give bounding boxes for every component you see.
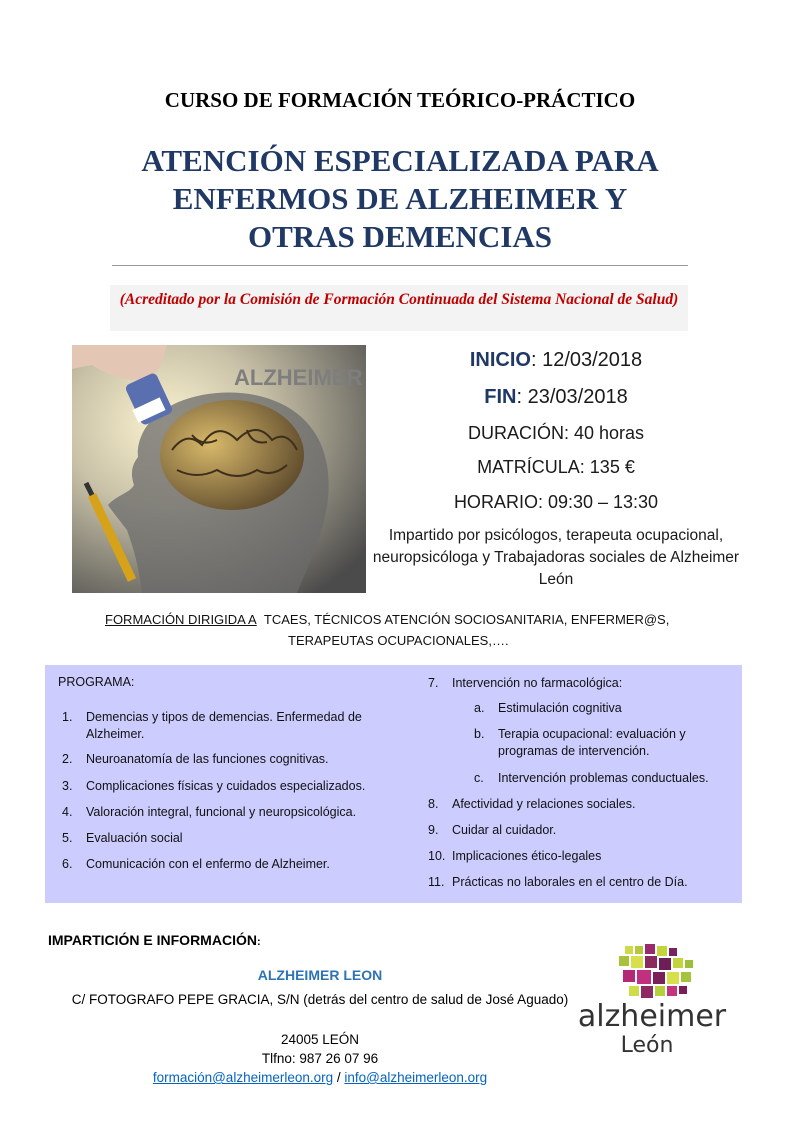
alzheimer-brain-illustration — [72, 345, 366, 593]
email-link-info[interactable]: info@alzheimerleon.org — [344, 1070, 488, 1085]
list-item — [62, 709, 397, 743]
list-item — [428, 848, 728, 865]
target-audience-line-1: TCAES, TÉCNICOS ATENCIÓN SOCIOSANITARIA, ENFERMER@S, — [263, 612, 670, 627]
email-separator: / — [333, 1070, 345, 1085]
list-item-letter: c. — [474, 771, 484, 785]
logo-wordmark: alzheimer — [577, 999, 727, 1034]
course-title-line-2: ENFERMOS DE ALZHEIMER Y — [172, 181, 628, 216]
logo-city: León — [620, 1033, 674, 1058]
list-item-number: 10. — [428, 849, 446, 863]
sub-list-item — [474, 726, 724, 760]
program-heading: PROGRAMA: — [58, 675, 135, 689]
list-item — [428, 796, 728, 813]
list-item-text: Implicaciones ético-legales — [452, 849, 602, 863]
list-item-text: Estimulación cognitiva — [498, 701, 622, 715]
title-divider — [112, 265, 688, 266]
target-audience — [105, 609, 725, 651]
target-audience-label: FORMACIÓN DIRIGIDA A — [105, 612, 257, 627]
list-item-text: Comunicación con el enfermo de Alzheimer. — [86, 857, 330, 871]
email-link-formacion[interactable]: formación@alzheimerleon.org — [152, 1070, 334, 1085]
contact-heading-text: IMPARTICIÓN E INFORMACIÓN — [48, 932, 257, 948]
course-title-line-3: OTRAS DEMENCIAS — [247, 219, 553, 254]
accreditation-text: (Acreditado por la Comisión de Formación Continuada del Sistema Nacional de Salud) — [119, 291, 679, 308]
list-item-number: 2. — [62, 752, 73, 766]
sub-list-item — [474, 770, 739, 787]
list-item — [428, 822, 728, 839]
list-item — [428, 675, 728, 692]
list-item — [62, 856, 407, 873]
duration: DURACIÓN: 40 horas — [467, 423, 645, 443]
organization-name: ALZHEIMER LEON — [257, 967, 383, 983]
list-item-text: Prácticas no laborales en el centro de Día. — [452, 875, 688, 889]
contact-heading-colon: : — [256, 936, 261, 948]
list-item — [62, 778, 407, 795]
schedule: HORARIO: 09:30 – 13:30 — [453, 492, 659, 512]
phone: Tlfno: 987 26 07 96 — [261, 1051, 379, 1066]
list-item-letter: a. — [474, 701, 485, 715]
list-item-number: 8. — [428, 797, 439, 811]
course-title-line-1: ATENCIÓN ESPECIALIZADA PARA — [141, 143, 659, 178]
list-item-text: Demencias y tipos de demencias. Enfermedad de Alzheimer. — [86, 710, 362, 741]
logo-mosaic-icon — [619, 944, 693, 998]
registration-fee: MATRÍCULA: 135 € — [477, 457, 635, 477]
list-item-number: 5. — [62, 831, 73, 845]
list-item — [428, 874, 728, 891]
list-item-number: 6. — [62, 857, 73, 871]
postal-city: 24005 LEÓN — [280, 1032, 360, 1047]
end-date-value: : 23/03/2018 — [516, 386, 628, 408]
list-item-number: 9. — [428, 823, 439, 837]
start-date-label: INICIO — [469, 349, 531, 371]
end-date-label: FIN — [484, 386, 517, 408]
sub-list-item — [474, 700, 734, 717]
list-item-number: 11. — [428, 875, 445, 889]
list-item-number: 1. — [62, 710, 73, 724]
course-type-heading: CURSO DE FORMACIÓN TEÓRICO-PRÁCTICO — [164, 88, 636, 112]
list-item-text: Intervención problemas conductuales. — [498, 771, 709, 785]
instructors-text: Impartido por psicólogos, terapeuta ocupacional, neuropsicóloga y Trabajadoras sociales de Alzheimer León — [372, 527, 740, 588]
list-item-text: Neuroanatomía de las funciones cognitivas. — [86, 752, 329, 766]
list-item-number: 7. — [428, 676, 439, 690]
list-item-number: 4. — [62, 805, 73, 819]
end-date — [370, 386, 742, 409]
list-item-text: Valoración integral, funcional y neuropsicológica. — [86, 805, 357, 819]
list-item-text: Evaluación social — [86, 831, 183, 845]
list-item-text: Terapia ocupacional: evaluación y programas de intervención. — [498, 727, 686, 758]
start-date-value: : 12/03/2018 — [530, 349, 643, 371]
list-item-number: 3. — [62, 779, 73, 793]
image-label: ALZHEIMER — [234, 365, 363, 390]
start-date — [370, 349, 742, 372]
address: C/ FOTOGRAFO PEPE GRACIA, S/N (detrás del centro de salud de José Aguado) — [71, 992, 569, 1007]
list-item — [62, 830, 407, 847]
list-item — [62, 751, 407, 768]
emails — [60, 1068, 580, 1088]
alzheimer-leon-logo — [567, 940, 737, 1060]
contact-heading — [48, 932, 261, 948]
list-item-text: Cuidar al cuidador. — [452, 823, 557, 837]
list-item-letter: b. — [474, 727, 485, 741]
list-item-text: Complicaciones físicas y cuidados especializados. — [86, 779, 366, 793]
course-title — [80, 142, 720, 256]
list-item-text: Afectividad y relaciones sociales. — [452, 797, 636, 811]
target-audience-line-2: TERAPEUTAS OCUPACIONALES,…. — [288, 633, 509, 648]
list-item-text: Intervención no farmacológica: — [452, 676, 623, 690]
list-item — [62, 804, 407, 821]
